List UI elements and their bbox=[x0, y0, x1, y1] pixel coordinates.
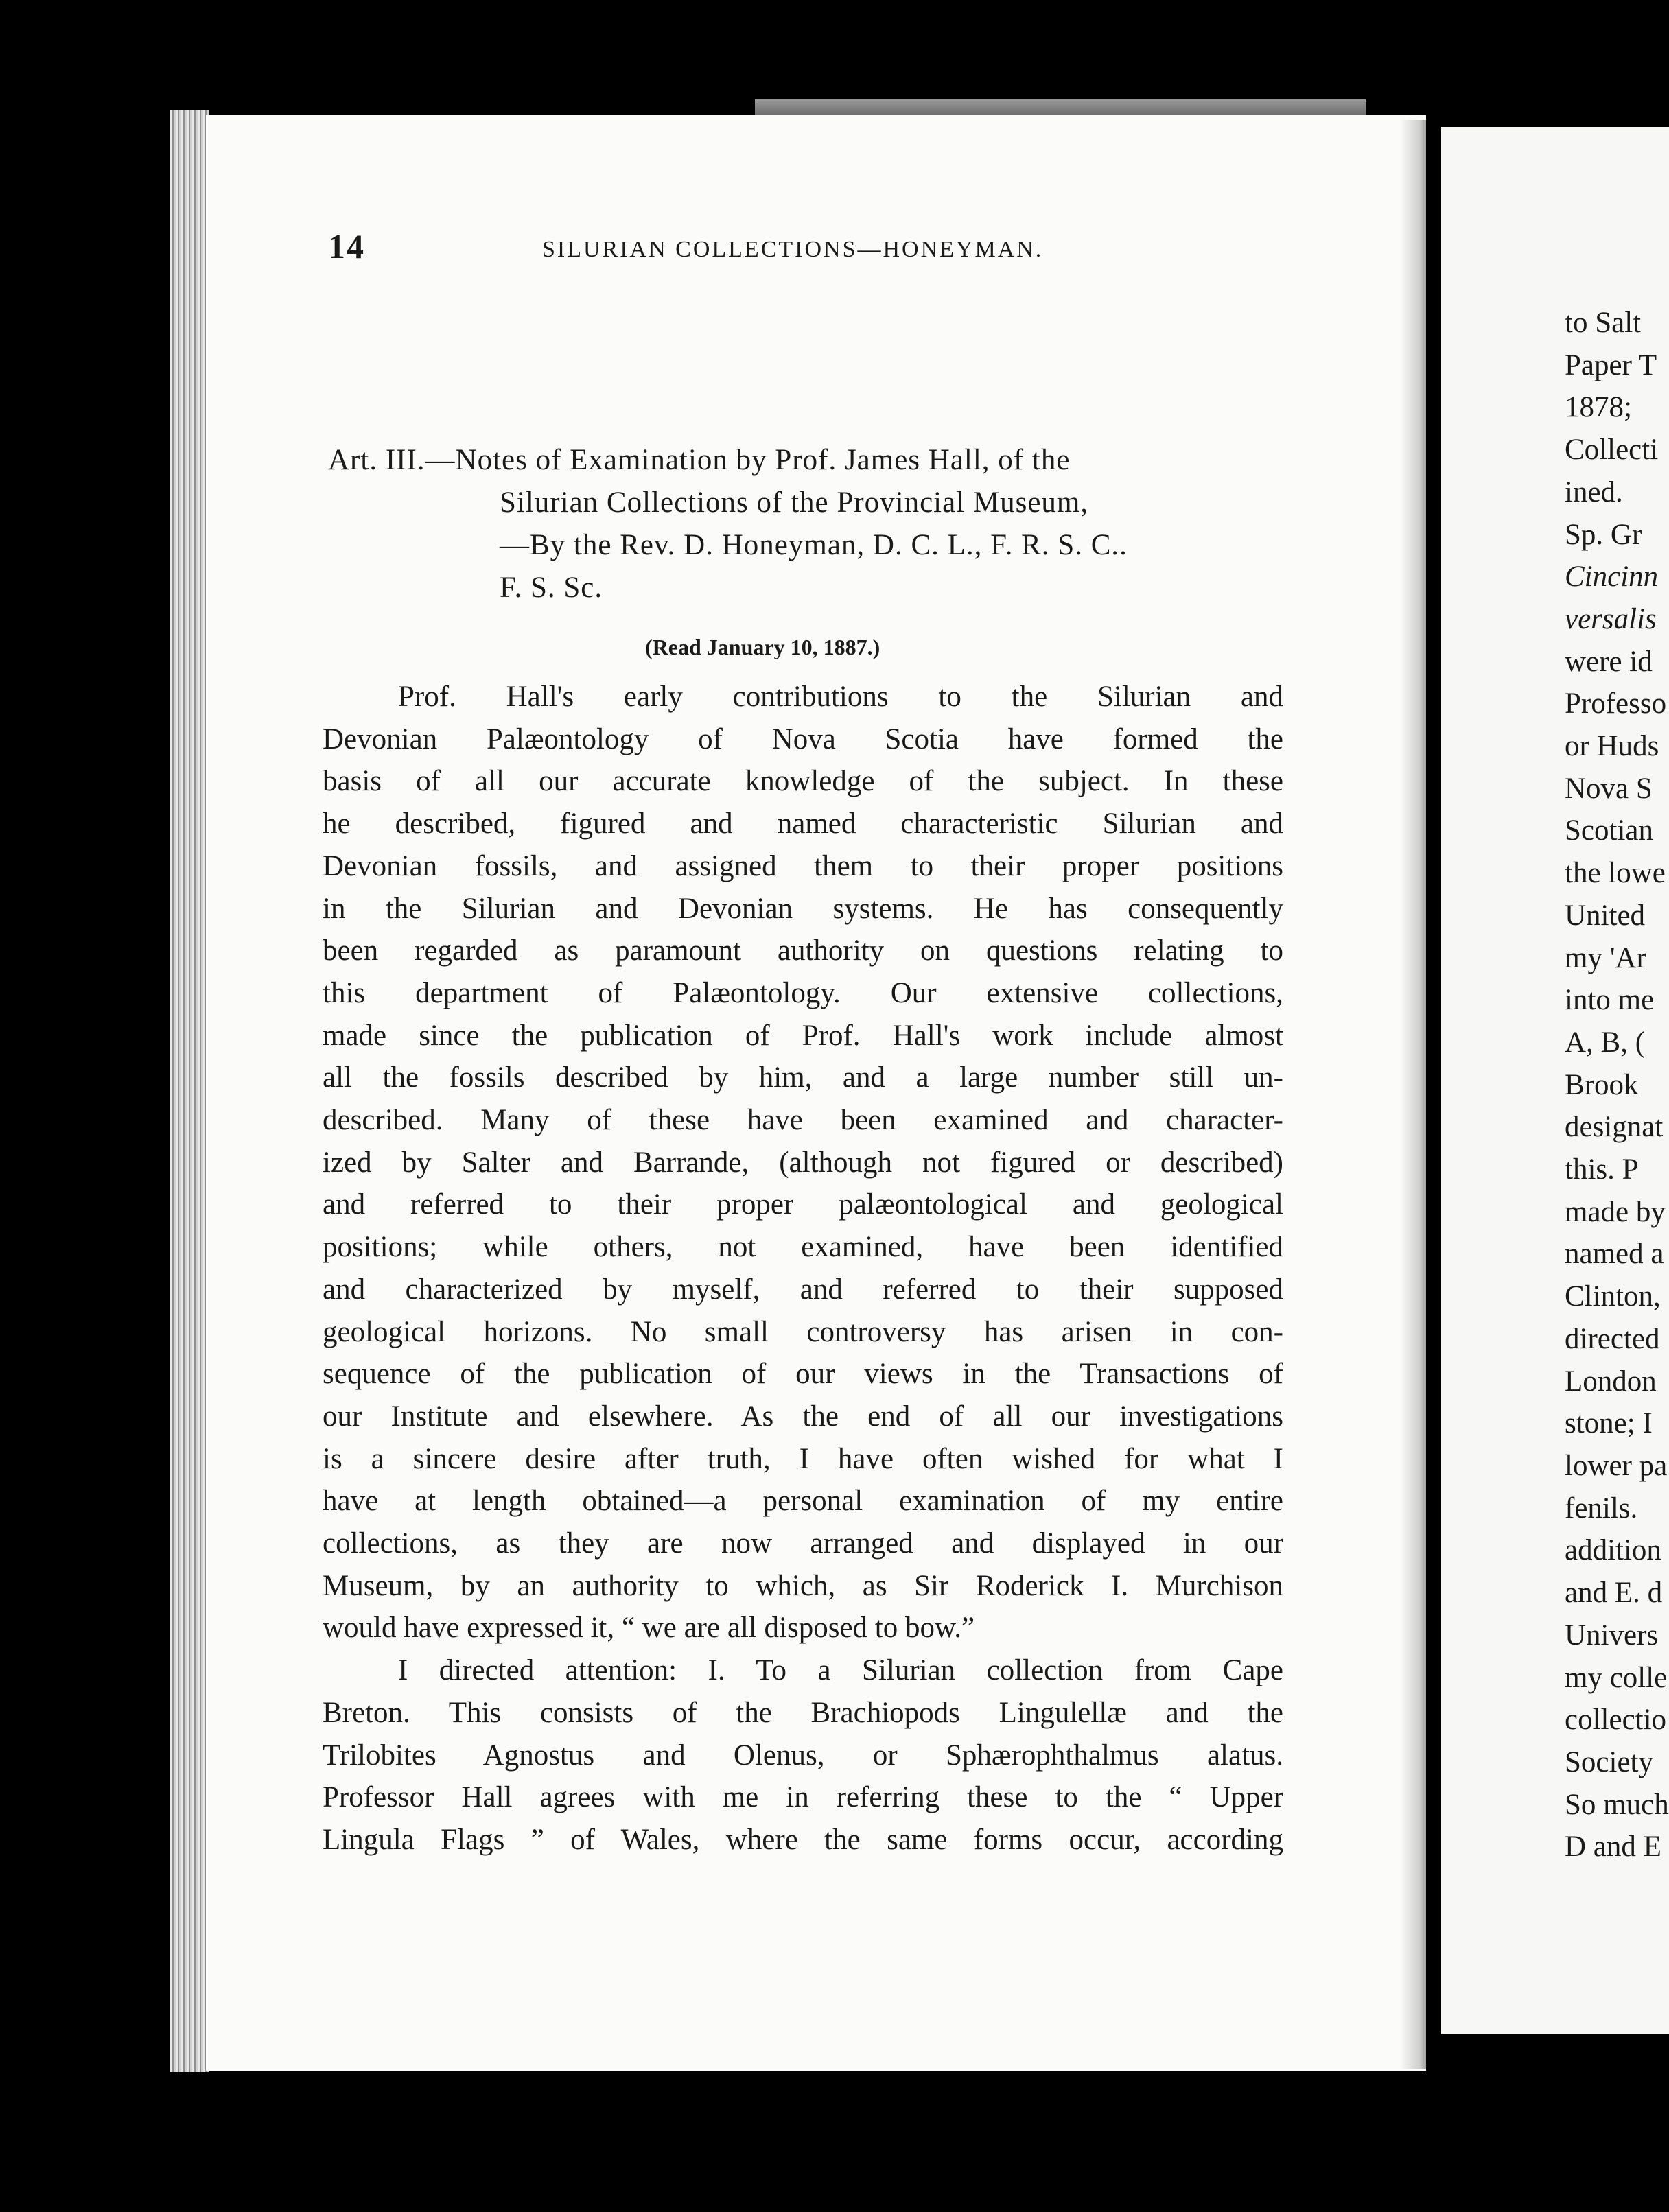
facing-line: addition bbox=[1565, 1534, 1661, 1567]
facing-line: the lowe bbox=[1565, 857, 1666, 890]
body-line: Trilobites Agnostus and Olenus, or Sphærophthalmus alatus. bbox=[323, 1739, 1283, 1772]
facing-line: Brook bbox=[1565, 1068, 1639, 1101]
facing-line: Clinton, bbox=[1565, 1280, 1661, 1313]
body-line: Professor Hall agrees with me in referring these to the “ Upper bbox=[323, 1781, 1283, 1814]
body-line: have at length obtained—a personal examination of my entire bbox=[323, 1485, 1283, 1518]
facing-line: made by bbox=[1565, 1195, 1666, 1228]
body-line: described. Many of these have been examined and character- bbox=[323, 1104, 1283, 1137]
facing-line: A, B, ( bbox=[1565, 1026, 1646, 1059]
body-line: would have expressed it, “ we are all disposed to bow.” bbox=[323, 1612, 975, 1645]
facing-line: So much bbox=[1565, 1788, 1669, 1821]
body-line: sequence of the publication of our views in the Transactions of bbox=[323, 1358, 1283, 1391]
facing-line: directed bbox=[1565, 1322, 1660, 1355]
title-line: —By the Rev. D. Honeyman, D. C. L., F. R. S. C.. bbox=[500, 529, 1128, 561]
facing-line: Cincinn bbox=[1565, 561, 1659, 593]
facing-line: lower pa bbox=[1565, 1449, 1668, 1482]
body-line: and characterized by myself, and referred to their supposed bbox=[323, 1273, 1283, 1306]
facing-line: stone; I bbox=[1565, 1407, 1653, 1440]
body-line: been regarded as paramount authority on questions relating to bbox=[323, 934, 1283, 967]
page-edges bbox=[170, 110, 209, 2072]
body-line: made since the publication of Prof. Hall's work include almost bbox=[323, 1019, 1283, 1052]
facing-line: D and E bbox=[1565, 1831, 1661, 1863]
body-line: he described, figured and named characteristic Silurian and bbox=[323, 808, 1283, 840]
body-line: and referred to their proper palæontological and geological bbox=[323, 1188, 1283, 1221]
title-line: Silurian Collections of the Provincial Museum, bbox=[500, 486, 1089, 519]
body-line: all the fossils described by him, and a large number still un- bbox=[323, 1061, 1283, 1094]
facing-line: Collecti bbox=[1565, 434, 1659, 467]
body-line: in the Silurian and Devonian systems. He has consequently bbox=[323, 892, 1283, 925]
read-date: (Read January 10, 1887.) bbox=[645, 635, 880, 659]
facing-line: Scotian bbox=[1565, 814, 1653, 847]
article-title bbox=[328, 439, 1289, 609]
facing-line: my colle bbox=[1565, 1661, 1668, 1694]
facing-line: or Huds bbox=[1565, 730, 1659, 763]
running-head: SILURIAN COLLECTIONS—HONEYMAN. bbox=[542, 237, 1044, 262]
facing-line: ined. bbox=[1565, 475, 1623, 508]
facing-line: United bbox=[1565, 899, 1646, 932]
body-line: is a sincere desire after truth, I have often wished for what I bbox=[323, 1442, 1283, 1475]
body-line: Breton. This consists of the Brachiopods Lingulellæ and the bbox=[323, 1696, 1283, 1729]
facing-line: and E. d bbox=[1565, 1577, 1663, 1610]
body-line: Devonian fossils, and assigned them to their proper positions bbox=[323, 849, 1283, 882]
body-line: Prof. Hall's early contributions to the Silurian and bbox=[398, 681, 1283, 713]
body-line: Lingula Flags ” of Wales, where the same forms occur, according bbox=[323, 1823, 1283, 1856]
facing-line: Professo bbox=[1565, 687, 1667, 720]
body-line: I directed attention: I. To a Silurian collection from Cape bbox=[398, 1654, 1283, 1687]
body-line: Museum, by an authority to which, as Sir Roderick I. Murchison bbox=[323, 1569, 1283, 1602]
body-line: this department of Palæontology. Our extensive collections, bbox=[323, 976, 1283, 1009]
body-line: ized by Salter and Barrande, (although not figured or described) bbox=[323, 1146, 1283, 1179]
body-line: geological horizons. No small controversy has arisen in con- bbox=[323, 1315, 1283, 1348]
page-number: 14 bbox=[328, 227, 365, 266]
facing-line: fenils. bbox=[1565, 1492, 1638, 1525]
facing-line: 1878; bbox=[1565, 391, 1632, 424]
facing-line: named a bbox=[1565, 1238, 1664, 1271]
facing-page-text bbox=[1565, 302, 1669, 1868]
facing-line: this. P bbox=[1565, 1153, 1639, 1186]
facing-line: versalis bbox=[1565, 602, 1657, 635]
body-line: basis of all our accurate knowledge of the subject. In these bbox=[323, 765, 1283, 798]
facing-line: Univers bbox=[1565, 1619, 1659, 1651]
facing-line: Paper T bbox=[1565, 349, 1657, 381]
body-line: positions; while others, not examined, have been identified bbox=[323, 1231, 1283, 1264]
facing-line: my 'Ar bbox=[1565, 941, 1646, 974]
title-line: F. S. Sc. bbox=[500, 572, 603, 604]
article-body bbox=[323, 676, 1283, 1861]
facing-line: Sp. Gr bbox=[1565, 518, 1642, 551]
title-line: Art. III.—Notes of Examination by Prof. James Hall, of the bbox=[328, 444, 1071, 476]
body-line: collections, as they are now arranged and displayed in our bbox=[323, 1527, 1283, 1560]
facing-line: designat bbox=[1565, 1111, 1664, 1144]
book-gutter bbox=[1400, 120, 1433, 2069]
body-line: Devonian Palæontology of Nova Scotia have formed the bbox=[323, 722, 1283, 755]
body-line: our Institute and elsewhere. As the end of all our investigations bbox=[323, 1400, 1283, 1433]
facing-line: were id bbox=[1565, 645, 1653, 678]
facing-line: into me bbox=[1565, 984, 1655, 1017]
facing-line: collectio bbox=[1565, 1704, 1667, 1737]
facing-line: Society bbox=[1565, 1745, 1653, 1778]
facing-line: Nova S bbox=[1565, 772, 1653, 805]
facing-line: London bbox=[1565, 1365, 1657, 1398]
facing-line: to Salt bbox=[1565, 307, 1642, 339]
